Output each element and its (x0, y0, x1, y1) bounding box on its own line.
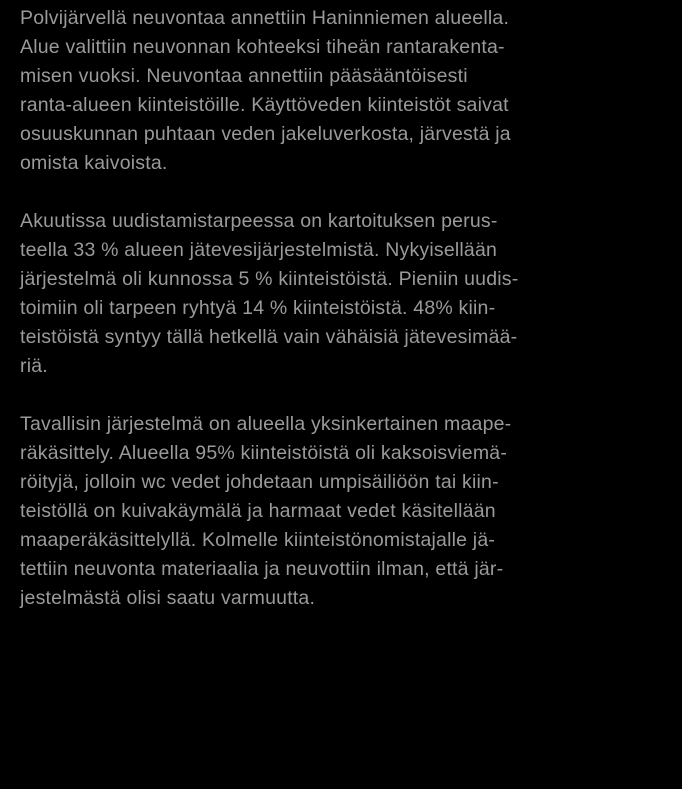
text-line: toimiin oli tarpeen ryhtyä 14 % kiinteistöistä. 48% kiin- (20, 297, 496, 319)
text-line: teistöistä syntyy tällä hetkellä vain vähäisiä jätevesimää- (20, 326, 518, 348)
text-line: jestelmästä olisi saatu varmuutta. (20, 587, 316, 609)
text-line: teella 33 % alueen jätevesijärjestelmistä. Nykyisellään (20, 239, 498, 261)
text-line: omista kaivoista. (20, 152, 168, 174)
text-line: Akuutissa uudistamistarpeessa on kartoituksen perus- (20, 210, 498, 232)
paragraph-typical-system (20, 410, 670, 613)
text-line: osuuskunnan puhtaan veden jakeluverkosta, järvestä ja (20, 123, 511, 145)
text-line: misen vuoksi. Neuvontaa annettiin pääsääntöisesti (20, 65, 468, 87)
paragraph-renewal-needs (20, 207, 670, 381)
text-line: ranta-alueen kiinteistöille. Käyttöveden kiinteistöt saivat (20, 94, 509, 116)
text-line: Polvijärvellä neuvontaa annettiin Haninniemen alueella. (20, 7, 510, 29)
text-line: järjestelmä oli kunnossa 5 % kiinteistöistä. Pieniin uudis- (20, 268, 519, 290)
text-line: riä. (20, 355, 48, 377)
text-line: räkäsittely. Alueella 95% kiinteistöistä oli kaksoisviemä- (20, 442, 508, 464)
text-line: teistöllä on kuivakäymälä ja harmaat vedet käsitellään (20, 500, 496, 522)
text-line: Tavallisin järjestelmä on alueella yksinkertainen maape- (20, 413, 512, 435)
text-line: Alue valittiin neuvonnan kohteeksi tiheän rantarakenta- (20, 36, 505, 58)
text-line: maaperäkäsittelyllä. Kolmelle kiinteistönomistajalle jä- (20, 529, 496, 551)
paragraph-haninniemi-intro (20, 4, 670, 178)
document-body (20, 4, 670, 642)
text-line: tettiin neuvonta materiaalia ja neuvottiin ilman, että jär- (20, 558, 504, 580)
text-line: röityjä, jolloin wc vedet johdetaan umpisäiliöön tai kiin- (20, 471, 499, 493)
